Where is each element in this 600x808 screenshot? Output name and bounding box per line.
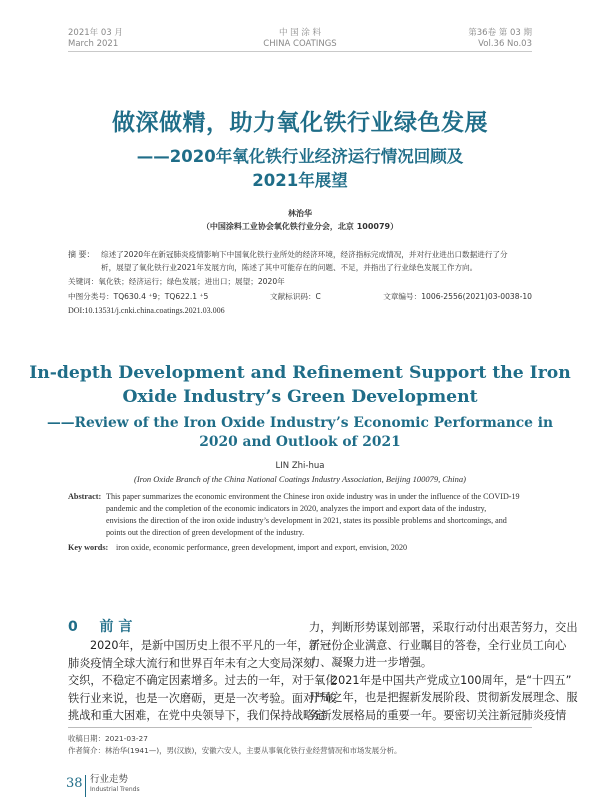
body-line: 交织，不稳定不确定因素增多。过去的一年，对于氧化: [68, 674, 337, 687]
header-volume-en: Vol.36 No.03: [478, 39, 532, 49]
footnote-received-date: 收稿日期：2021-03-27: [68, 734, 148, 743]
keywords-en-text: iron oxide, economic performance, green development, import and export, envision, 2020: [116, 543, 408, 552]
footer-column-cn: 行业走势: [90, 774, 129, 785]
footer-column-en: Industrial Trends: [90, 786, 140, 793]
abstract-en-line: envisions the direction of the iron oxide industry’s development in 2021, states its possible problems and shortcomings, and: [106, 516, 507, 525]
title-en-line2: Oxide Industry’s Green Development: [122, 387, 478, 407]
body-line: 2021年是中国共产党成立100周年，是“十四五”: [331, 673, 572, 687]
title-cn-sub-line1: ——2020年氧化铁行业经济运行情况回顾及: [136, 147, 464, 166]
body-line: 开局之年，也是把握新发展阶段、贯彻新发展理念、服: [309, 691, 578, 704]
abstract-en-line: points out the direction of green development of the industry.: [106, 528, 305, 537]
footnote-rule: [68, 727, 532, 728]
author-cn: 林治华: [288, 209, 312, 218]
abstract-cn-line1: 综述了2020年在新冠肺炎疫情影响下中国氧化铁行业所处的经济环境，经济指标完成情况，并对行业进出口数据进行了分: [101, 250, 508, 259]
author-en: LIN Zhi-hua: [275, 461, 325, 471]
header-date-cn: 2021年 03 月: [68, 28, 123, 38]
body-line: 挑战和重大困难，在党中央领导下，我们保持战略定: [68, 709, 326, 722]
keywords-cn: 关键词：氧化铁；经济运行；绿色发展；进出口；展望；2020年: [68, 277, 285, 286]
body-line: 肺炎疫情全球大流行和世界百年未有之大变局深刻: [68, 656, 315, 670]
title-en-sub-line1: ——Review of the Iron Oxide Industry’s Economic Performance in: [46, 415, 554, 431]
body-line: 铁行业来说，也是一次磨砺，更是一次考验。面对严峻: [68, 691, 337, 705]
abstract-en-line: This paper summarizes the economic environment the Chinese iron oxide industry was in under the influence of the COVID-19: [106, 492, 520, 501]
title-en-sub-line2: 2020 and Outlook of 2021: [199, 434, 401, 450]
body-column-right: [309, 619, 578, 724]
page-number: 38: [66, 776, 83, 791]
title-cn-main: 做深做精，助力氧化铁行业绿色发展: [112, 110, 488, 136]
section-heading: [68, 618, 132, 636]
body-line: 力，判断形势谋划部署，采取行动付出艰苦努力，交出: [309, 621, 578, 634]
abstract-en-line: pandemic and the completion of the economic indicators in 2020, analyzes the import and export data of the industry,: [106, 504, 487, 513]
header-rule: [68, 51, 532, 52]
section-number: 0: [68, 619, 78, 635]
body-column-left: [68, 637, 337, 725]
footer-divider: [85, 775, 86, 797]
header-date-en: March 2021: [68, 39, 119, 49]
header-journal-cn: 中 国 涂 料: [278, 28, 322, 38]
document-code: 文献标识码：C: [270, 292, 321, 301]
section-title: 前 言: [99, 619, 133, 635]
body-line: 了一份企业满意、行业瞩目的答卷，全行业员工向心: [309, 638, 567, 652]
doi: DOI:10.13531/j.cnki.china.coatings.2021.03.006: [68, 306, 225, 315]
clc-number: 中图分类号：TQ630.4 ⁺9；TQ622.1 ⁺5: [68, 292, 209, 301]
title-cn-sub-line2: 2021年展望: [252, 171, 348, 190]
abstract-cn-line2: 析，展望了氧化铁行业2021年发展方向，陈述了其中可能存在的问题、不足，并指出了行业绿色发展工作方向。: [101, 263, 478, 272]
footnote-author-bio: 作者简介：林治华(1941—)，男(汉族)，安徽六安人，主要从事氧化铁行业经营情况和市场发展分析。: [68, 746, 402, 755]
header-journal-en: CHINA COATINGS: [263, 39, 337, 49]
abstract-en-label: Abstract:: [68, 492, 102, 501]
header-volume-cn: 第36卷 第 03 期: [468, 28, 532, 38]
keywords-en-label: Key words:: [68, 543, 109, 552]
body-line: 2020年，是新中国历史上很不平凡的一年，新冠: [90, 639, 332, 652]
title-en-line1: In-depth Development and Refinement Support the Iron: [29, 363, 571, 383]
affiliation-cn: （中国涂料工业协会氧化铁行业分会，北京 100079）: [201, 222, 399, 231]
abstract-cn-label: 摘 要：: [68, 250, 95, 259]
affiliation-en: (Iron Oxide Branch of the China National Coatings Industry Association, Beijing 100079, China): [134, 474, 466, 484]
article-number: 文章编号：1006-2556(2021)03-0038-10: [383, 292, 532, 301]
body-line: 力、凝聚力进一步增强。: [309, 656, 433, 669]
body-line: 务新发展格局的重要一年。要密切关注新冠肺炎疫情: [309, 708, 567, 722]
